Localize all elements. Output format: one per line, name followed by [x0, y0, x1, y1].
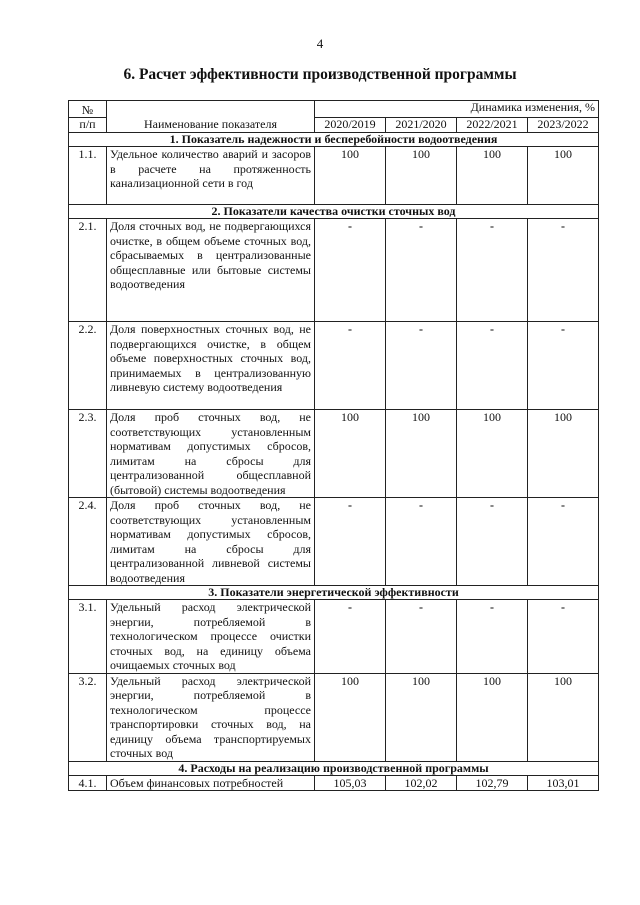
section-header-row	[69, 586, 599, 600]
row-value: 103,01	[528, 775, 599, 791]
row-number: 4.1.	[69, 775, 107, 791]
row-value: -	[315, 600, 386, 674]
row-value: 100	[386, 673, 457, 761]
section-header: 2. Показатели качества очистки сточных вод	[69, 205, 599, 219]
section-header: 3. Показатели энергетической эффективности	[69, 586, 599, 600]
row-value: 100	[386, 410, 457, 498]
header-num-bottom: п/п	[69, 118, 107, 133]
header-year: 2023/2022	[528, 118, 599, 133]
row-value: -	[315, 219, 386, 322]
section-header: 1. Показатель надежности и бесперебойности водоотведения	[69, 133, 599, 147]
header-name-top	[107, 101, 315, 118]
row-value: 102,79	[457, 775, 528, 791]
row-value: -	[386, 219, 457, 322]
row-name: Объем финансовых потребностей	[107, 775, 315, 791]
row-value: 102,02	[386, 775, 457, 791]
table-row	[69, 410, 599, 498]
row-value: 100	[386, 147, 457, 205]
section-header-row	[69, 761, 599, 775]
row-number: 3.1.	[69, 600, 107, 674]
row-number: 3.2.	[69, 673, 107, 761]
row-value: 105,03	[315, 775, 386, 791]
row-value: -	[315, 322, 386, 410]
header-dynamics: Динамика изменения, %	[315, 101, 599, 118]
section-header: 4. Расходы на реализацию производственной программы	[69, 761, 599, 775]
row-value: 100	[315, 147, 386, 205]
header-name: Наименование показателя	[107, 118, 315, 133]
row-value: 100	[315, 410, 386, 498]
header-year: 2022/2021	[457, 118, 528, 133]
row-value: -	[528, 219, 599, 322]
header-num-top: №	[69, 101, 107, 118]
row-number: 2.1.	[69, 219, 107, 322]
section-title: 6. Расчет эффективности производственной программы	[123, 66, 517, 83]
row-value: -	[528, 600, 599, 674]
table-row	[69, 775, 599, 791]
row-value: -	[386, 498, 457, 586]
row-value: -	[386, 600, 457, 674]
row-value: -	[528, 498, 599, 586]
row-value: -	[386, 322, 457, 410]
header-year: 2020/2019	[315, 118, 386, 133]
row-value: 100	[315, 673, 386, 761]
row-value: -	[457, 322, 528, 410]
header-row-top	[69, 101, 599, 118]
row-name: Удельное количество аварий и засоров в расчете на протяженность канализационной сети в год	[107, 147, 315, 205]
header-year: 2021/2020	[386, 118, 457, 133]
row-value: 100	[457, 410, 528, 498]
row-name: Удельный расход электрической энергии, потребляемой в технологическом процессе очистки сточных вод, на единицу объема очищаемых сточных вод	[107, 600, 315, 674]
row-value: 100	[457, 673, 528, 761]
header-row-bottom	[69, 118, 599, 133]
table-row	[69, 673, 599, 761]
section-header-row	[69, 133, 599, 147]
row-value: -	[528, 322, 599, 410]
row-number: 2.4.	[69, 498, 107, 586]
row-value: -	[457, 600, 528, 674]
row-value: -	[457, 498, 528, 586]
row-number: 2.2.	[69, 322, 107, 410]
section-header-row	[69, 205, 599, 219]
table-row	[69, 600, 599, 674]
page-number: 4	[316, 36, 324, 51]
row-name: Доля сточных вод, не подвергающихся очистке, в общем объеме сточных вод, сбрасываемых в централизованные общесплавные или бытовые системы водоотведения	[107, 219, 315, 322]
row-name: Доля поверхностных сточных вод, не подвергающихся очистке, в общем объеме поверхностных сточных вод, принимаемых в централизованную ливневую систему водоотведения	[107, 322, 315, 410]
row-value: 100	[528, 147, 599, 205]
row-name: Удельный расход электрической энергии, потребляемой в технологическом процессе транспортировки сточных вод, на единицу объема транспортируемых сточных вод	[107, 673, 315, 761]
table-row	[69, 147, 599, 205]
row-value: 100	[457, 147, 528, 205]
table-row	[69, 498, 599, 586]
row-number: 1.1.	[69, 147, 107, 205]
row-value: -	[315, 498, 386, 586]
row-number: 2.3.	[69, 410, 107, 498]
table-row	[69, 219, 599, 322]
table-row	[69, 322, 599, 410]
row-name: Доля проб сточных вод, не соответствующих установленным нормативам допустимых сбросов, лимитам на сбросы для централизованной ливневой системы водоотведения	[107, 498, 315, 586]
row-name: Доля проб сточных вод, не соответствующих установленным нормативам допустимых сбросов, лимитам на сбросы для централизованной общесплавной (бытовой) системы водоотведения	[107, 410, 315, 498]
row-value: 100	[528, 410, 599, 498]
efficiency-table	[68, 100, 599, 791]
row-value: -	[457, 219, 528, 322]
row-value: 100	[528, 673, 599, 761]
